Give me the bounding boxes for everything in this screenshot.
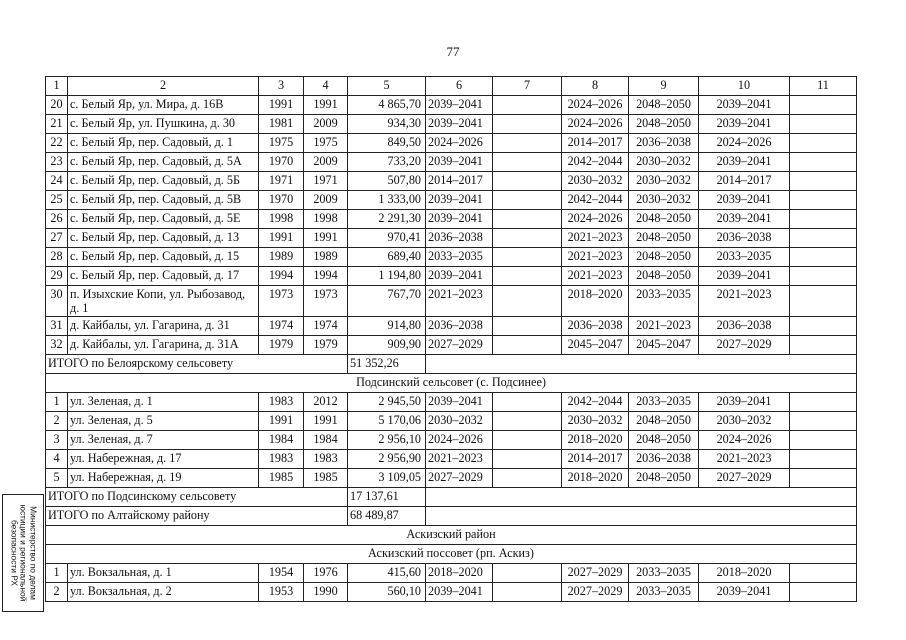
table-cell: 5 [46,469,68,488]
total-empty [426,507,857,526]
table-cell: 1991 [259,229,304,248]
table-cell [790,191,857,210]
table-cell [493,336,562,355]
table-cell: 849,50 [348,134,426,153]
table-row [46,469,857,488]
table-cell: 2 291,30 [348,210,426,229]
address-cell: с. Белый Яр, пер. Садовый, д. 13 [68,229,259,248]
table-cell: 2 956,90 [348,450,426,469]
table-cell: 2042–2044 [562,393,629,412]
section-heading-row [46,545,857,564]
address-cell: ул. Вокзальная, д. 2 [68,583,259,602]
table-cell: 1985 [259,469,304,488]
table-row [46,450,857,469]
table-cell: 2018–2020 [426,564,493,583]
table-cell: 21 [46,115,68,134]
table-cell: 1 333,00 [348,191,426,210]
table-cell [493,583,562,602]
table-cell: 2021–2023 [699,286,790,317]
table-cell: 1998 [259,210,304,229]
column-number-cell: 6 [426,77,493,96]
table-cell [790,469,857,488]
table-cell: 2045–2047 [629,336,699,355]
address-cell: с. Белый Яр, пер. Садовый, д. 5В [68,191,259,210]
table-cell: 2018–2020 [699,564,790,583]
table-cell: 2039–2041 [699,267,790,286]
table-cell: 2048–2050 [629,96,699,115]
table-cell: 31 [46,317,68,336]
table-cell: 2027–2029 [699,469,790,488]
table-cell: 2039–2041 [699,583,790,602]
table-cell [493,267,562,286]
column-number-cell: 10 [699,77,790,96]
table-cell: 2 945,50 [348,393,426,412]
column-number-cell: 3 [259,77,304,96]
table-cell: 2021–2023 [562,248,629,267]
address-cell: с. Белый Яр, пер. Садовый, д. 5Е [68,210,259,229]
address-cell: с. Белый Яр, пер. Садовый, д. 5Б [68,172,259,191]
table-cell: 2024–2026 [562,96,629,115]
column-number-cell: 4 [304,77,348,96]
table-cell: 914,80 [348,317,426,336]
table-cell: 32 [46,336,68,355]
table-cell: 1954 [259,564,304,583]
table-cell: 1973 [304,286,348,317]
table-cell: 2024–2026 [562,210,629,229]
table-cell: 1983 [304,450,348,469]
table-cell: 689,40 [348,248,426,267]
table-cell: 2033–2035 [426,248,493,267]
table-cell: 1971 [304,172,348,191]
address-cell: д. Кайбалы, ул. Гагарина, д. 31А [68,336,259,355]
table-cell [790,153,857,172]
table-cell: 1953 [259,583,304,602]
table-cell: 2024–2026 [426,134,493,153]
table-cell: 1975 [259,134,304,153]
table-cell [790,96,857,115]
table-cell: 767,70 [348,286,426,317]
table-cell: 2039–2041 [426,115,493,134]
table-cell: 2033–2035 [699,248,790,267]
address-cell: с. Белый Яр, пер. Садовый, д. 5А [68,153,259,172]
table-cell [493,248,562,267]
table-cell: 1991 [304,412,348,431]
total-row [46,488,857,507]
table-cell: 1991 [304,96,348,115]
table-cell: 1975 [304,134,348,153]
table-cell: 1994 [259,267,304,286]
table-row [46,248,857,267]
table-cell: 2042–2044 [562,153,629,172]
address-cell: ул. Набережная, д. 19 [68,469,259,488]
housing-register-table [45,76,857,602]
table-cell: 2 956,10 [348,431,426,450]
total-value: 51 352,26 [348,355,426,374]
table-cell: 2030–2032 [562,412,629,431]
table-cell: 2009 [304,191,348,210]
table-cell: 2039–2041 [699,210,790,229]
table-cell: 5 170,06 [348,412,426,431]
table-cell: 2045–2047 [562,336,629,355]
table-cell: 2039–2041 [426,210,493,229]
table-cell: 27 [46,229,68,248]
table-cell: 2048–2050 [629,469,699,488]
table-cell: 2024–2026 [699,431,790,450]
table-row [46,229,857,248]
table-cell: 2014–2017 [562,450,629,469]
table-cell: 2021–2023 [426,450,493,469]
table-cell: 2048–2050 [629,248,699,267]
table-cell: 24 [46,172,68,191]
table-cell: 2036–2038 [562,317,629,336]
table-cell: 2027–2029 [699,336,790,355]
table-cell: 1989 [259,248,304,267]
total-label: ИТОГО по Подсинскому сельсовету [46,488,348,507]
table-cell: 25 [46,191,68,210]
table-cell: 2018–2020 [562,469,629,488]
column-number-cell: 9 [629,77,699,96]
table-cell: 2024–2026 [699,134,790,153]
table-cell: 2048–2050 [629,210,699,229]
column-number-cell: 11 [790,77,857,96]
column-number-cell: 8 [562,77,629,96]
table-cell: 1974 [304,317,348,336]
table-cell: 1984 [259,431,304,450]
table-cell: 2014–2017 [562,134,629,153]
table-cell: 2021–2023 [426,286,493,317]
table-row [46,153,857,172]
table-cell: 1991 [259,412,304,431]
table-cell: 1979 [259,336,304,355]
table-cell: 2048–2050 [629,412,699,431]
table-cell: 2036–2038 [629,134,699,153]
column-number-cell: 5 [348,77,426,96]
column-number-cell: 7 [493,77,562,96]
table-cell: 2039–2041 [699,153,790,172]
table-cell [790,583,857,602]
table-cell: 1983 [259,393,304,412]
page-number: 77 [446,44,460,59]
table-cell [493,115,562,134]
table-cell: 2021–2023 [562,229,629,248]
table-cell [493,469,562,488]
table-cell [790,248,857,267]
total-row [46,507,857,526]
table-cell [493,191,562,210]
table-cell: 1976 [304,564,348,583]
table-cell: 2030–2032 [562,172,629,191]
table-cell: 3 [46,431,68,450]
table-cell [493,96,562,115]
table-cell: 2039–2041 [426,153,493,172]
table-cell: 2039–2041 [699,393,790,412]
table-cell: 1979 [304,336,348,355]
address-cell: ул. Зеленая, д. 5 [68,412,259,431]
table-cell: 1 194,80 [348,267,426,286]
table-cell [493,153,562,172]
table-cell: 2048–2050 [629,431,699,450]
stamp-line-3: безопасности РХ [9,519,20,587]
table-cell: 2018–2020 [562,431,629,450]
table-cell: 20 [46,96,68,115]
table-cell: 1974 [259,317,304,336]
total-value: 68 489,87 [348,507,426,526]
table-row [46,336,857,355]
table-cell [493,286,562,317]
table-cell: 3 109,05 [348,469,426,488]
table-cell [790,393,857,412]
total-label: ИТОГО по Алтайскому району [46,507,348,526]
table-row [46,393,857,412]
total-empty [426,488,857,507]
table-cell: 1990 [304,583,348,602]
table-cell: 2048–2050 [629,267,699,286]
table-row [46,210,857,229]
table-cell [790,336,857,355]
table-cell: 2036–2038 [699,229,790,248]
table-cell [790,267,857,286]
table-cell: 507,80 [348,172,426,191]
section-heading: Аскизский поссовет (рп. Аскиз) [46,545,857,564]
table-row [46,412,857,431]
table-cell: 2014–2017 [426,172,493,191]
table-cell: 30 [46,286,68,317]
table-cell [790,286,857,317]
table-row [46,564,857,583]
table-cell: 1973 [259,286,304,317]
address-cell: с. Белый Яр, пер. Садовый, д. 15 [68,248,259,267]
address-cell: ул. Зеленая, д. 1 [68,393,259,412]
table-cell: 2039–2041 [699,96,790,115]
table-cell [790,115,857,134]
address-cell: ул. Вокзальная, д. 1 [68,564,259,583]
table-cell: 1994 [304,267,348,286]
table-cell: 2042–2044 [562,191,629,210]
table-row [46,583,857,602]
table-cell: 1991 [304,229,348,248]
table-cell [790,229,857,248]
address-cell: с. Белый Яр, ул. Пушкина, д. 30 [68,115,259,134]
table-cell [493,134,562,153]
table-cell: 4 [46,450,68,469]
table-cell: 2039–2041 [699,191,790,210]
table-row [46,96,857,115]
table-cell: 1981 [259,115,304,134]
table-cell: 2030–2032 [629,153,699,172]
table-cell: 26 [46,210,68,229]
table-cell: 2018–2020 [562,286,629,317]
table-cell [493,172,562,191]
table-cell: 1998 [304,210,348,229]
header-row [46,77,857,96]
table-cell: 2030–2032 [426,412,493,431]
table-row [46,431,857,450]
table-cell: 2039–2041 [426,96,493,115]
table-cell: 2039–2041 [699,115,790,134]
table-cell: 1971 [259,172,304,191]
column-number-cell: 1 [46,77,68,96]
column-number-cell: 2 [68,77,259,96]
table-cell: 2009 [304,153,348,172]
table-cell: 2039–2041 [426,583,493,602]
table-cell [790,450,857,469]
table-cell [790,172,857,191]
table-cell [493,393,562,412]
table-cell: 2027–2029 [562,564,629,583]
table-cell: 2012 [304,393,348,412]
total-row [46,355,857,374]
section-heading-row [46,374,857,393]
table-cell: 22 [46,134,68,153]
table-cell: 23 [46,153,68,172]
table-cell: 2027–2029 [562,583,629,602]
table-cell: 2039–2041 [426,267,493,286]
address-cell: ул. Зеленая, д. 7 [68,431,259,450]
table-cell: 29 [46,267,68,286]
table-cell: 560,10 [348,583,426,602]
table-cell: 1 [46,564,68,583]
table-cell [790,431,857,450]
table-cell: 2021–2023 [699,450,790,469]
table-row [46,191,857,210]
table-cell: 2021–2023 [562,267,629,286]
table-cell: 2024–2026 [426,431,493,450]
table-row [46,267,857,286]
table-cell: 1 [46,393,68,412]
table-cell [790,210,857,229]
table-cell: 2036–2038 [426,229,493,248]
table-cell [790,564,857,583]
table-cell [493,564,562,583]
table-cell [493,431,562,450]
table-cell: 1991 [259,96,304,115]
table-cell: 2027–2029 [426,469,493,488]
table-cell: 2009 [304,115,348,134]
table-cell [790,317,857,336]
table-cell: 1970 [259,191,304,210]
table-cell: 2021–2023 [629,317,699,336]
section-heading-row [46,526,857,545]
table-cell: 2036–2038 [629,450,699,469]
table-cell: 2 [46,583,68,602]
table-cell: 934,30 [348,115,426,134]
table-row [46,172,857,191]
table-cell [493,210,562,229]
table-cell [493,317,562,336]
table-cell: 2033–2035 [629,583,699,602]
table-cell [790,412,857,431]
table-cell [493,412,562,431]
table-cell: 2039–2041 [426,393,493,412]
table-cell: 2024–2026 [562,115,629,134]
section-heading: Аскизский район [46,526,857,545]
table-cell [493,229,562,248]
table-row [46,286,857,317]
table-cell: 2030–2032 [629,191,699,210]
table-cell: 733,20 [348,153,426,172]
table-cell: 4 865,70 [348,96,426,115]
table-cell: 2036–2038 [426,317,493,336]
table-cell: 1989 [304,248,348,267]
address-cell: п. Изыхские Копи, ул. Рыбозавод, д. 1 [68,286,259,317]
table-cell: 970,41 [348,229,426,248]
table-cell: 2030–2032 [699,412,790,431]
table-cell: 1985 [304,469,348,488]
table-cell: 1983 [259,450,304,469]
table-cell: 2033–2035 [629,286,699,317]
table-cell: 909,90 [348,336,426,355]
total-label: ИТОГО по Белоярскому сельсовету [46,355,348,374]
table-cell: 2033–2035 [629,393,699,412]
address-cell: ул. Набережная, д. 17 [68,450,259,469]
table-cell: 2014–2017 [699,172,790,191]
table-cell [790,134,857,153]
table-cell: 2039–2041 [426,191,493,210]
address-cell: д. Кайбалы, ул. Гагарина, д. 31 [68,317,259,336]
table-row [46,115,857,134]
table-cell: 2036–2038 [699,317,790,336]
address-cell: с. Белый Яр, ул. Мира, д. 16В [68,96,259,115]
table-cell [493,450,562,469]
table-cell: 415,60 [348,564,426,583]
address-cell: с. Белый Яр, пер. Садовый, д. 1 [68,134,259,153]
table-cell: 2048–2050 [629,229,699,248]
section-heading: Подсинский сельсовет (с. Подсинее) [46,374,857,393]
table-cell: 2033–2035 [629,564,699,583]
stamp-line-1: Министерство по делам [28,506,39,600]
table-cell: 2027–2029 [426,336,493,355]
total-value: 17 137,61 [348,488,426,507]
table-cell: 1984 [304,431,348,450]
table-cell: 2 [46,412,68,431]
total-empty [426,355,857,374]
table-cell: 1970 [259,153,304,172]
table-cell: 2030–2032 [629,172,699,191]
address-cell: с. Белый Яр, пер. Садовый, д. 17 [68,267,259,286]
table-cell: 28 [46,248,68,267]
table-row [46,134,857,153]
table-cell: 2048–2050 [629,115,699,134]
registration-stamp [2,494,44,612]
stamp-line-2: юстиции и региональной [18,504,29,602]
table-row [46,317,857,336]
